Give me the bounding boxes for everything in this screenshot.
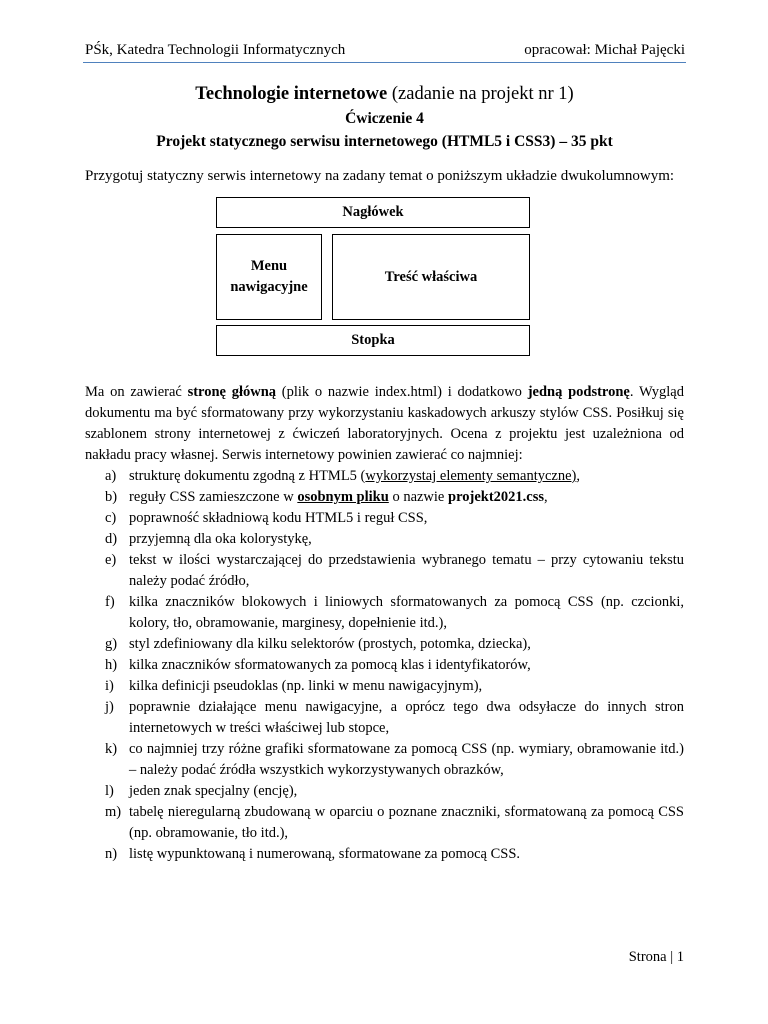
list-marker: c) [105,510,117,526]
list-item [85,739,684,781]
list-marker: f) [105,594,115,610]
list-text: , [576,468,580,484]
diagram-footer-box [216,325,530,356]
diagram-menu-label-1: Menu [250,258,288,274]
diagram-header-box [216,197,530,228]
list-marker: n) [105,846,118,862]
list-item [85,634,684,655]
intro-text: Przygotuj statyczny serwis internetowy na zadany temat o poniższym układzie dwukolumnowym: [85,168,675,184]
list-marker: h) [105,657,118,673]
list-text: kilka definicji pseudoklas (np. linki w menu nawigacyjnym), [129,678,483,694]
running-header-left: PŚk, Katedra Technologii Informatycznych [85,42,346,58]
diagram-content-box [332,234,530,320]
list-text: kilka znaczników blokowych i liniowych sformatowanych za pomocą CSS (np. czcionki, kolory, tło, obramowanie, marginesy, dopełnienie itd.), [129,594,684,631]
list-text: strukturę dokumentu zgodną z HTML5 ( [129,468,366,484]
list-marker: a) [105,468,117,484]
list-marker: j) [105,699,114,715]
list-item [85,781,684,802]
diagram-menu-label-2: nawigacyjne [230,279,308,295]
list-item [85,655,684,676]
list-item [85,529,684,550]
list-marker: e) [105,552,117,568]
list-marker: i) [105,678,114,694]
list-text: reguły CSS zamieszczone w [129,489,298,505]
list-text: tabelę nieregularną zbudowaną w oparciu o poznane znaczniki, sformatowaną za pomocą CSS (np. obramowanie, tło itd.), [129,804,684,841]
requirements-list [85,466,684,865]
page-number: Strona | 1 [628,949,684,965]
list-bold-underlined-text: osobnym pliku [297,489,389,505]
list-text: poprawność składniową kodu HTML5 i reguł CSS, [129,510,428,526]
list-underlined-text: wykorzystaj elementy semantyczne) [365,468,577,484]
project-title: Projekt statycznego serwisu internetowego (HTML5 i CSS3) – 35 pkt [156,133,613,150]
list-text: styl zdefiniowany dla kilku selektorów (prostych, potomka, dziecka), [129,636,531,652]
title-normal: (zadanie na projekt nr 1) [387,84,574,104]
list-item [85,844,684,865]
list-item [85,487,684,508]
list-marker: k) [105,741,118,757]
list-text: tekst w ilości wystarczającej do przedstawienia wybranego tematu – przy cytowaniu tekstu należy podać źródło, [129,552,684,589]
requirements-paragraph [85,382,684,466]
diagram-header-label: Nagłówek [342,204,404,220]
list-item [85,676,684,697]
list-text: co najmniej trzy różne grafiki sformatowane za pomocą CSS (np. wymiary, obramowanie itd.) – należy podać źródła wszystkich wykorzystywanych obrazków, [129,741,684,778]
list-text: , [544,489,548,505]
list-text: o nazwie [388,489,448,505]
diagram-content-label: Treść właściwa [384,268,478,285]
title-bold: Technologie internetowe [195,84,388,104]
list-item [85,550,684,592]
list-text: poprawnie działające menu nawigacyjne, a oprócz tego dwa odsyłacze do innych stron internetowych w treści właściwej lub stopce, [129,699,684,736]
header-divider [83,62,686,63]
diagram-menu-box [216,234,322,320]
list-item [85,697,684,739]
para-text-1: Ma on zawierać [85,384,188,400]
list-marker: l) [105,783,114,799]
list-item [85,802,684,844]
document-title [83,83,686,105]
list-text: przyjemną dla oka kolorystykę, [129,531,312,547]
para-text-3: . Wygląd dokumentu ma być sformatowany przy wykorzystaniu kaskadowych arkuszy stylów CSS. Posiłkuj się szablonem strony internetowej z ćwiczeń laboratoryjnych. Ocena z projektu jest uzależniona od nakładu pracy własnej. Serwis internetowy powinien zawierać co najmniej: [85,384,684,463]
list-marker: m) [105,804,122,820]
list-item [85,508,684,529]
list-bold-filename: projekt2021.css [448,489,544,505]
list-text: listę wypunktowaną i numerowaną, sformatowane za pomocą CSS. [129,846,521,862]
list-item [85,466,684,487]
list-marker: d) [105,531,118,547]
para-text-2: (plik o nazwie index.html) i dodatkowo [276,384,528,400]
list-text: jeden znak specjalny (encję), [129,783,298,799]
list-text: kilka znaczników sformatowanych za pomocą klas i identyfikatorów, [129,657,531,673]
para-bold-subpage: jedną podstronę [527,384,630,400]
exercise-title: Ćwiczenie 4 [345,110,424,127]
list-item [85,592,684,634]
diagram-footer-label: Stopka [351,332,395,348]
running-header-right: opracował: Michał Pajęcki [524,42,685,58]
list-marker: g) [105,636,118,652]
list-marker: b) [105,489,118,505]
para-bold-main-page: stronę główną [187,384,277,400]
